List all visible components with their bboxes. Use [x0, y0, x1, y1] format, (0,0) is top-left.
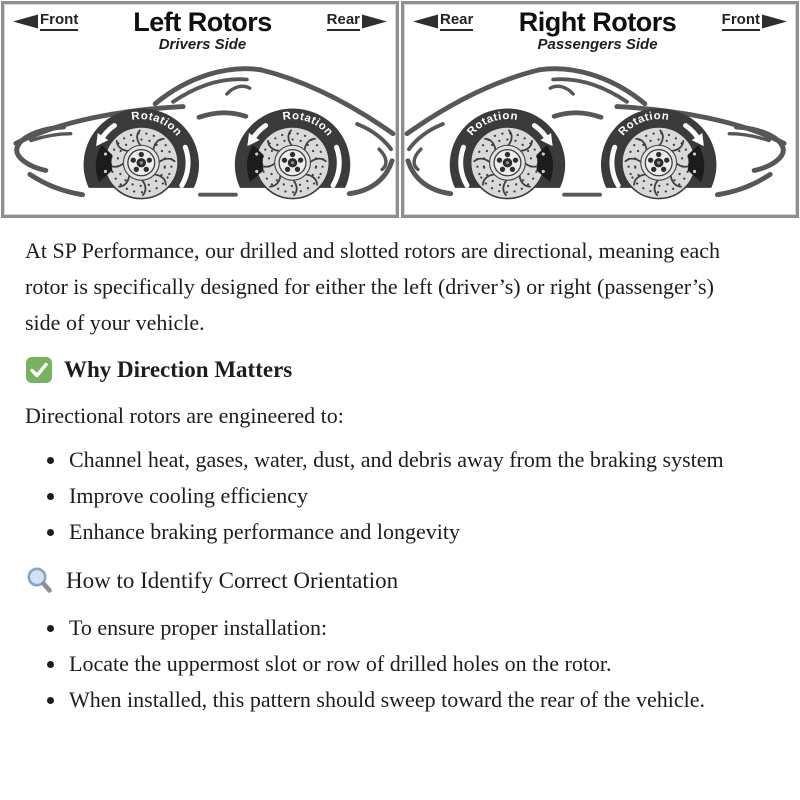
panel-subtitle: Drivers Side	[158, 36, 247, 54]
front-direction-indicator	[13, 12, 78, 31]
list-item: • Locate the uppermost slot or row of drilled holes on the rotor.	[67, 646, 737, 682]
front-label: Front	[722, 12, 760, 31]
rotation-arrow-label: Rotation	[281, 110, 336, 139]
rear-label: Rear	[327, 12, 360, 31]
intro-paragraph: At SP Performance, our drilled and slotted rotors are directional, meaning each rotor is specifically designed for either the left (driver’s) or right (passenger’s) side of your vehicle.	[25, 238, 721, 335]
rotor-direction-diagram	[0, 0, 800, 219]
right-panel-header	[413, 9, 787, 54]
heading-text: Why Direction Matters	[64, 356, 293, 382]
arrow-right-icon	[762, 14, 787, 29]
list-item: • Improve cooling efficiency	[67, 478, 737, 514]
rear-label: Rear	[440, 12, 473, 31]
rear-direction-indicator	[413, 12, 473, 31]
rotation-arrow-label: Rotation	[465, 110, 519, 139]
list-item: • To ensure proper installation:	[67, 610, 737, 646]
rotation-arrow-label: Rotation	[130, 110, 185, 139]
panel-title: Left Rotors	[133, 7, 272, 37]
heading-text: How to Identify Correct Orientation	[66, 567, 399, 593]
benefits-list	[25, 442, 775, 550]
list-item: • Channel heat, gases, water, dust, and debris away from the braking system	[67, 442, 737, 478]
section-heading-identify-orientation	[25, 566, 775, 596]
check-mark-icon	[25, 356, 53, 384]
right-rotors-panel	[401, 1, 799, 218]
left-rotors-panel	[1, 1, 399, 218]
orientation-steps-list	[25, 610, 775, 718]
list-item: • Enhance braking performance and longevity	[67, 514, 737, 550]
arrow-left-icon	[13, 14, 38, 29]
article-body	[0, 219, 800, 717]
section-heading-why-direction-matters	[25, 355, 775, 385]
arrow-right-icon	[362, 14, 387, 29]
front-label: Front	[40, 12, 78, 31]
panel-subtitle: Passengers Side	[537, 36, 658, 54]
rotation-arrow-label: Rotation	[616, 110, 671, 139]
list-item: • When installed, this pattern should sweep toward the rear of the vehicle.	[67, 682, 737, 718]
panel-titles	[473, 8, 721, 54]
front-direction-indicator	[722, 12, 787, 31]
panel-titles	[78, 8, 326, 54]
section-lead: Directional rotors are engineered to:	[25, 403, 344, 429]
arrow-left-icon	[413, 14, 438, 29]
left-panel-header	[13, 9, 387, 54]
magnifying-glass-icon	[25, 566, 55, 596]
panel-title: Right Rotors	[518, 7, 677, 37]
rear-direction-indicator	[327, 12, 387, 31]
